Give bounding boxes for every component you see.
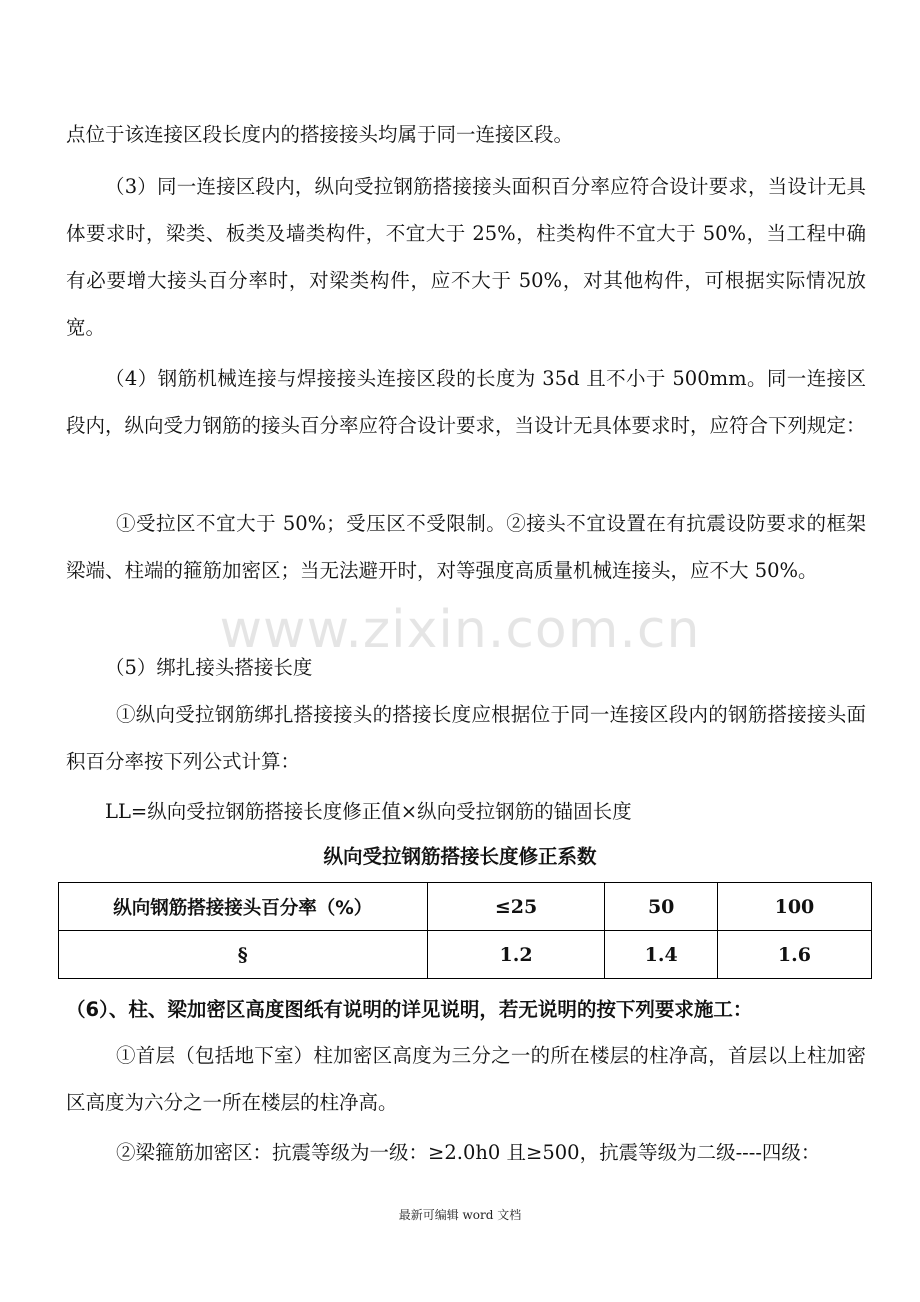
paragraph-item-3: （3）同一连接区段内，纵向受拉钢筋搭接接头面积百分率应符合设计要求，当设计无具体要求时，梁类、板类及墙类构件，不宜大于 25%，柱类构件不宜大于 50%，当工程中确有必要增大接头百分率时，对梁类构件，应不大于 50%，对其他构件，可根据实际情况放宽。 <box>66 175 866 339</box>
page-footer: 最新可编辑 word 文档 <box>398 1208 522 1222</box>
table-cell: 50 <box>605 883 717 931</box>
formula-line: LL=纵向受拉钢筋搭接长度修正值×纵向受拉钢筋的锚固长度 <box>105 800 632 823</box>
table-row <box>59 883 872 931</box>
table-cell: 1.4 <box>605 931 717 979</box>
table-cell: 100 <box>717 883 871 931</box>
paragraph-continuation: 点位于该连接区段长度内的搭接接头均属于同一连接区段。 <box>66 123 574 146</box>
paragraph-item-5-heading: （5）绑扎接头搭接长度 <box>105 656 313 679</box>
table-row <box>59 931 872 979</box>
table-cell: 纵向钢筋搭接接头百分率（%） <box>59 883 428 931</box>
table-cell: ≤25 <box>427 883 605 931</box>
table-cell: 1.2 <box>427 931 605 979</box>
paragraph-item-4: （4）钢筋机械连接与焊接接头连接区段的长度为 35d 且不小于 500mm。同一连接区段内，纵向受力钢筋的接头百分率应符合设计要求，当设计无具体要求时，应符合下列规定： <box>66 367 866 437</box>
table-caption: 纵向受拉钢筋搭接长度修正系数 <box>323 845 597 868</box>
table-cell: 1.6 <box>717 931 871 979</box>
paragraph-item-6-rule-2: ②梁箍筋加密区：抗震等级为一级：≥2.0h0 且≥500，抗震等级为二级----四级： <box>116 1141 821 1164</box>
paragraph-item-5-rule: ①纵向受拉钢筋绑扎搭接接头的搭接长度应根据位于同一连接区段内的钢筋搭接接头面积百分率按下列公式计算： <box>66 703 866 773</box>
coefficient-table <box>58 882 872 979</box>
watermark: www.zixin.com.cn <box>219 600 701 660</box>
paragraph-item-4-rules: ①受拉区不宜大于 50%；受压区不受限制。②接头不宜设置在有抗震设防要求的框架梁端、柱端的箍筋加密区；当无法避开时，对等强度高质量机械连接头，应不大 50%。 <box>66 512 866 582</box>
table-cell: § <box>59 931 428 979</box>
paragraph-item-6-rule-1: ①首层（包括地下室）柱加密区高度为三分之一的所在楼层的柱净高，首层以上柱加密区高度为六分之一所在楼层的柱净高。 <box>66 1044 866 1114</box>
section-6-heading: （6）、柱、梁加密区高度图纸有说明的详见说明，若无说明的按下列要求施工： <box>66 998 753 1021</box>
